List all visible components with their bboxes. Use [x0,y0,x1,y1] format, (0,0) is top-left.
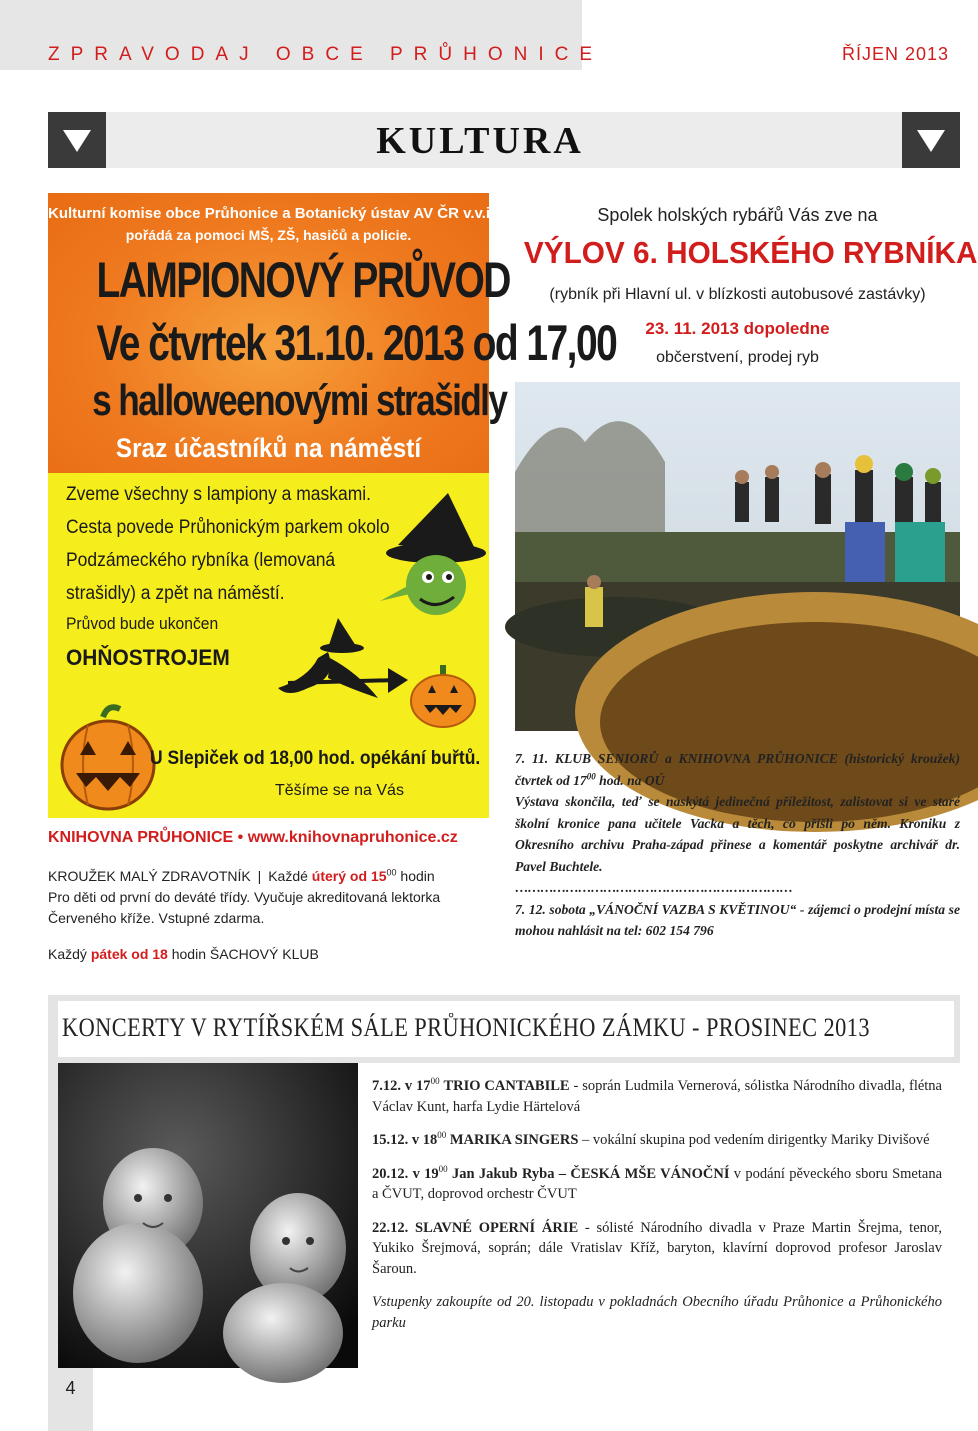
concerts-side-bar [48,1063,58,1368]
lampion-poster [48,193,617,818]
section-title: KULTURA [376,120,584,162]
flying-witch-icon [268,618,408,728]
club-day: úterý od 15 [311,868,387,884]
concert-desc: - sólisté Národního divadla v Praze Martin Šrejma, tenor, Yukiko Šrejmová, soprán; dále Vratislav Kříž, baryton, klavírní doprovod profesor Jaroslav Šaroun. [372,1219,942,1277]
pumpkin-lantern-icon [58,703,158,813]
tickets-note: Vstupenky zakoupíte od 20. listopadu v pokladnách Obecního úřadu Průhonice a Průhonického parku [372,1294,942,1331]
poster-heading-2: Ve čtvrtek 31.10. 2013 od 17,00 [96,315,617,371]
issue-date: ŘÍJEN 2013 [842,44,950,64]
poster-line: strašidly) a zpět na náměstí. [66,583,285,604]
club-desc: Pro děti od první do deváté třídy. Vyučuje akreditovaná lektorka Červeného kříže. Vstupné zdarma. [48,889,441,926]
concert-name: TRIO CANTABILE [443,1078,570,1094]
seniors-heading: 7. 11. KLUB SENIORŮ a KNIHOVNA PRŮHONICE (historický kroužek) čtvrtek od 17 [515,751,960,788]
witch-head-icon [378,493,488,633]
cherubs-photo [58,1063,358,1368]
club-sup: 00 [386,867,397,878]
concert-date: 20.12. v 19 [372,1165,439,1182]
concerts-title: KONCERTY V RYTÍŘSKÉM SÁLE PRŮHONICKÉHO ZÁMKU - PROSINEC 2013 [62,1013,870,1042]
club-hour: hodin [400,868,435,884]
library-heading: KNIHOVNA PRŮHONICE • www.knihovnapruhonice.cz [48,829,458,846]
newsletter-title: ZPRAVODAJ OBCE PRŮHONICE [48,44,604,65]
events-text [515,748,960,942]
chess-club [48,946,319,962]
poster-heading-1: LAMPIONOVÝ PRŮVOD [96,252,510,308]
poster-header [48,193,617,473]
chess-post: hodin ŠACHOVÝ KLUB [171,946,319,962]
concert-desc: – vokální skupina pod vedením dirigentky Mariky Divišové [578,1132,930,1148]
concerts-list [372,1076,942,1346]
chess-day: pátek od 18 [90,946,168,962]
poster-organizer: Kulturní komise obce Průhonice a Botanický ústav AV ČR v.v.i. [48,205,495,222]
poster-line: Cesta povede Průhonickým parkem okolo [66,517,390,538]
concert-item [372,1130,942,1151]
concert-name: Jan Jakub Ryba – ČESKÁ MŠE VÁNOČNÍ [452,1165,730,1182]
pumpkin-icon [408,661,478,731]
vylov-location: (rybník při Hlavní ul. v blízkosti autobusové zastávky) [549,286,926,303]
vylov-date: 23. 11. 2013 dopoledne [645,319,830,338]
vazba-text: 7. 12. sobota „VÁNOČNÍ VAZBA S KVĚTINOU“ - zájemci o prodejní místa se mohou nahlásit na tel: 602 154 796 [515,901,960,938]
chess-pre: Každý [48,946,87,962]
poster-line: Zveme všechny s lampiony a maskami. [66,484,372,505]
concert-desc: - soprán Ludmila Vernerová, sólistka Národního divadla, flétna Václav Kunt, harfa Lydie Härtelová [372,1078,942,1115]
concert-sup: 00 [438,1163,448,1174]
vylov-intro: Spolek holských rybářů Vás zve na [597,205,878,225]
poster-greeting: Těšíme se na Vás [275,782,404,799]
concert-sup: 00 [430,1076,440,1087]
concert-date: 22.12. [372,1219,409,1236]
vylov-invite [515,193,978,381]
poster-fireworks: OHŇOSTROJEM [66,645,230,670]
poster-line: Průvod bude ukončen [66,614,219,633]
poster-line: Podzámeckého rybníka (lemovaná [66,550,336,571]
concert-item [372,1164,942,1205]
seniors-heading-end: hod. na OÚ [599,772,665,788]
page-number: 4 [65,1378,76,1398]
fishing-photo [515,382,960,731]
poster-sausages: U Slepiček od 18,00 hod. opékání buřtů. [150,748,481,769]
poster-meeting: Sraz účastníků na náměstí [115,433,422,463]
concert-desc: v podání pěveckého sboru Smetana a ČVUT, doprovod orchestr ČVUT [372,1165,943,1202]
library-club: KROUŽEK MALÝ ZDRAVOTNÍK | Každé úterý od $15^{00}$ hodin Pro děti od první do deváté třídy. Vyučuje akreditovaná lektorka Červeného kříže. Vstupné zdarma. [48,867,441,926]
vylov-extras: občerstvení, prodej ryb [656,349,819,366]
club-name: KROUŽEK MALÝ ZDRAVOTNÍK [48,868,251,884]
poster-support: pořádá za pomoci MŠ, ZŠ, hasičů a policie. [125,227,412,243]
concert-date: 15.12. v 18 [372,1132,438,1148]
poster-heading-3: s halloweenovými strašidly [92,376,507,425]
concert-item [372,1076,942,1117]
concert-name: MARIKA SINGERS [449,1132,579,1148]
seniors-sup: 00 [586,770,596,781]
concert-sup: 00 [437,1130,447,1141]
dotted-separator: ………………………………………………………… [515,880,793,895]
concert-name: SLAVNÉ OPERNÍ ÁRIE [415,1219,579,1236]
concert-date: 7.12. v 17 [372,1078,431,1094]
club-every: Každé [268,868,308,884]
seniors-text: Výstava skončila, teď se naskýtá jedinečná příležitost, zalistovat si ve staré školní kronice pana učitele Vacka a těch, co přišli po něm. Kroniku z Okresního archivu Praha-západ přinese a komentář poskytne archivář dr. Pavel Buchtele. [515,794,960,874]
vylov-title: VÝLOV 6. HOLSKÉHO RYBNÍKA [523,235,978,270]
concert-item [372,1218,942,1280]
